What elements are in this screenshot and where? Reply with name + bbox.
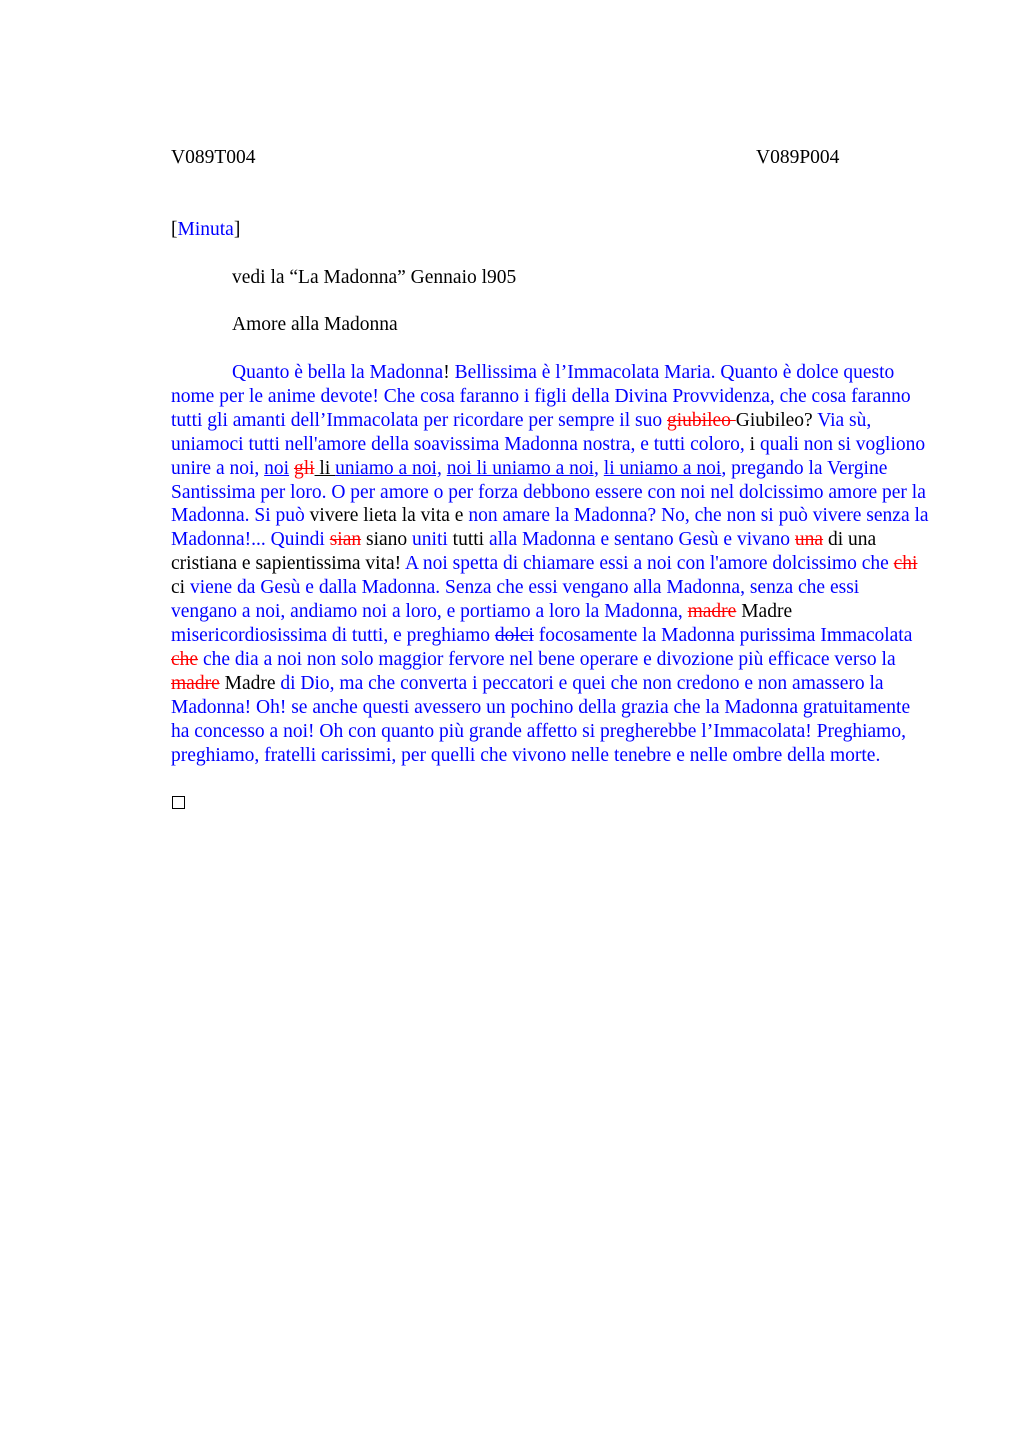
underlined-text: noi xyxy=(264,457,290,479)
text-segment: Madre xyxy=(219,672,281,694)
deleted-text: gli xyxy=(293,457,315,479)
square-box-icon xyxy=(172,796,185,809)
document-title: Amore alla Madonna xyxy=(232,314,398,335)
text-segment: viene da Gesù e dalla Madonna. Senza che essi vengano alla Madonna, senza che essi vengano a noi, andiamo noi a loro, e portiamo a loro la Madonna, xyxy=(171,577,860,623)
text-segment: alla Madonna e sentano Gesù e vivano xyxy=(488,529,795,551)
text-segment: Via sù, uniamoci tutti nell'amore della soavissima Madonna nostra, e tutti coloro, xyxy=(171,409,872,455)
text-segment: Bellissima è l’Immacolata Maria. Quanto è dolce questo nome per le anime devote! Che cosa faranno i figli della Divina Provvidenza, che cosa faranno tutti gli amanti dell’Immacolata per ricordare per sempre il suo xyxy=(171,362,911,431)
text-segment: non amare la Madonna? No, che non si può vivere senza la Madonna!... Quindi xyxy=(171,505,929,551)
deleted-text: che xyxy=(171,648,199,670)
deleted-text: una xyxy=(794,529,824,551)
text-segment: , pregando la Vergine Santissima per loro. O per amore o per forza debbono essere con noi nel dolcissimo amore per la Madonna. Si può xyxy=(171,457,926,527)
reference-line: vedi la “La Madonna” Gennaio l905 xyxy=(232,267,517,288)
text-segment: di una cristiana e sapientissima vita! xyxy=(171,529,877,575)
minuta-open-bracket: [ xyxy=(171,219,178,240)
end-marker xyxy=(172,792,185,814)
text-segment: ci xyxy=(171,577,190,599)
minuta-close-bracket: ] xyxy=(233,219,241,240)
text-segment: misericordiosissima di tutti, e preghiamo xyxy=(171,624,495,646)
text-segment: uniti xyxy=(412,529,448,551)
underlined-text: noi li uniamo a noi, xyxy=(446,457,599,479)
deleted-text: sian xyxy=(329,529,362,551)
text-segment: che dia a noi non solo maggior fervore nel bene operare e divozione più efficace verso la xyxy=(198,648,896,670)
body-paragraph xyxy=(171,361,929,767)
deleted-text: madre xyxy=(687,601,737,623)
underlined-text: li xyxy=(314,457,336,479)
text-segment: focosamente la Madonna purissima Immacolata xyxy=(533,624,913,646)
text-segment: vivere lieta la vita e xyxy=(309,505,469,527)
minuta-label xyxy=(171,218,240,242)
header-left-code: V089T004 xyxy=(171,147,256,168)
text-segment: A noi spetta di chiamare essi a noi con l'amore dolcissimo che xyxy=(404,553,894,575)
text-segment: Quanto è bella la Madonna xyxy=(232,362,444,383)
text-segment: quali non si vogliono unire a noi, xyxy=(171,433,926,479)
text-segment: di Dio, ma che converta i peccatori e quei che non credono e non amassero la Madonna! Oh! se anche questi avessero un pochino della grazia che la Madonna gratuitamente ha concesso a noi! Oh con quanto più grande affetto si pregherebbe l’Immacolata! Preghiamo, preghiamo, fratelli carissimi, per quelli che vivono nelle tenebre e nelle ombre della morte. xyxy=(171,672,911,766)
deleted-text: giubileo xyxy=(666,409,736,431)
text-segment: siano xyxy=(361,529,413,551)
underlined-text: li uniamo a noi xyxy=(603,457,722,479)
minuta-word: Minuta xyxy=(177,219,234,240)
text-segment: i xyxy=(744,433,760,455)
text-segment: Madre xyxy=(736,601,793,623)
text-segment: Giubileo? xyxy=(735,409,818,431)
header-right-code: V089P004 xyxy=(756,147,840,168)
deleted-text: dolci xyxy=(494,624,534,646)
text-segment: ! xyxy=(443,362,450,383)
underlined-text: uniamo a noi, xyxy=(335,457,442,479)
deleted-text: chi xyxy=(893,553,918,575)
deleted-text: madre xyxy=(171,672,220,694)
text-segment: tutti xyxy=(447,529,489,551)
